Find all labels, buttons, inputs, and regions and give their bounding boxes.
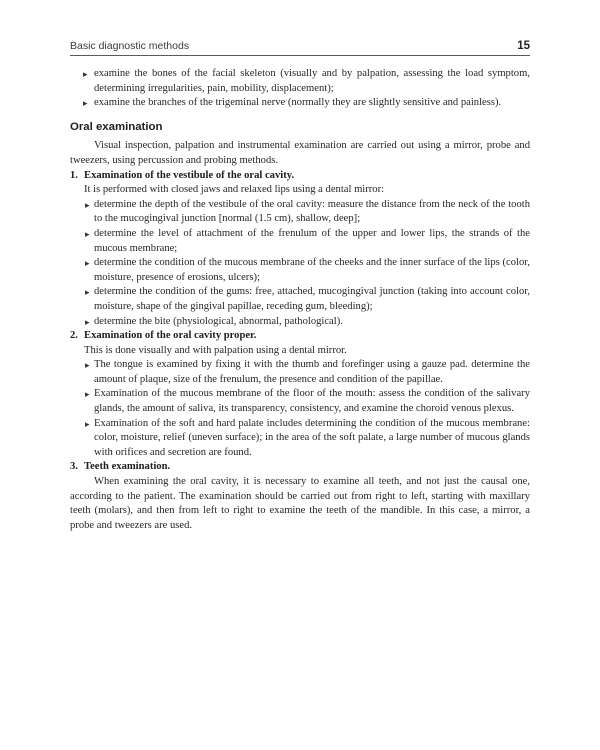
item-3-heading: [70, 460, 530, 475]
item-2-bullet: ▸ The tongue is examined by fixing it with the thumb and forefinger using a gauze pad. determine the amount of plaque, size of the frenulum, the presence and condition of the papillae.: [70, 358, 530, 387]
page-content: [70, 67, 530, 533]
item-1-title: Examination of the vestibule of the oral cavity.: [84, 169, 295, 181]
item-1-bullet: ▸ determine the depth of the vestibule of the oral cavity: measure the distance from the neck of the tooth to the mucogingival junction [normal (1.5 cm), shallow, deep];: [70, 198, 530, 227]
section-intro-paragraph: Visual inspection, palpation and instrumental examination are carried out using a mirror, probe and tweezers, using percussion and probing methods.: [70, 140, 530, 166]
item-1-heading: [70, 169, 530, 184]
item-1-lead: It is performed with closed jaws and relaxed lips using a dental mirror:: [84, 184, 385, 196]
running-head-title: Basic diagnostic methods: [70, 40, 190, 52]
item-2-lead: This is done visually and with palpation using a dental mirror.: [84, 344, 347, 356]
item-1-bullet: ▸ determine the bite (physiological, abnormal, pathological).: [70, 315, 530, 330]
item-2-bullet: ▸ Examination of the mucous membrane of the floor of the mouth: assess the condition of the salivary glands, the amount of saliva, its transparency, consistency, and examine the choroid venous plexus.: [70, 387, 530, 416]
book-page: [70, 40, 530, 533]
item-3-paragraph: When examining the oral cavity, it is necessary to examine all teeth, and not just the causal one, according to the patient. The examination should be carried out from right to left, starting with maxillary teeth (molars), and then from left to right to examine the teeth of the mandible. In this case, a mirror, a probe and tweezers are used.: [70, 476, 530, 531]
item-2-heading: [70, 329, 530, 344]
section-heading: Oral examination: [70, 120, 163, 133]
item-1-bullet: ▸ determine the level of attachment of the frenulum of the upper and lower lips, the strands of the mucous membrane;: [70, 227, 530, 256]
item-2-number: 2.: [70, 330, 78, 342]
item-1-bullet: ▸ determine the condition of the mucous membrane of the cheeks and the inner surface of the lips (color, moisture, presence of erosions, ulcers);: [70, 256, 530, 285]
item-2-title: Examination of the oral cavity proper.: [84, 330, 257, 342]
page-number: 15: [517, 40, 530, 52]
item-1-bullet: ▸ determine the condition of the gums: free, attached, mucogingival junction (taking into account color, moisture, shape of the gingival papillae, receding gum, bleeding);: [70, 285, 530, 314]
item-3-number: 3.: [70, 461, 78, 473]
intro-bullet-trigeminal-nerve: ▸ examine the branches of the trigeminal nerve (normally they are slightly sensitive and painless).: [70, 96, 530, 111]
item-1-number: 1.: [70, 169, 78, 181]
item-2-bullet: ▸ Examination of the soft and hard palate includes determining the condition of the mucous membrane: color, moisture, relief (uneven surface); in the area of the soft palate, a large number of mucous glands with orifices and secretion are found.: [70, 417, 530, 461]
running-head: [70, 40, 530, 56]
item-3-title: Teeth examination.: [84, 461, 171, 473]
intro-bullet-facial-skeleton: ▸ examine the bones of the facial skeleton (visually and by palpation, assessing the load symptom, determining irregularities, pain, mobility, displacement);: [70, 67, 530, 96]
